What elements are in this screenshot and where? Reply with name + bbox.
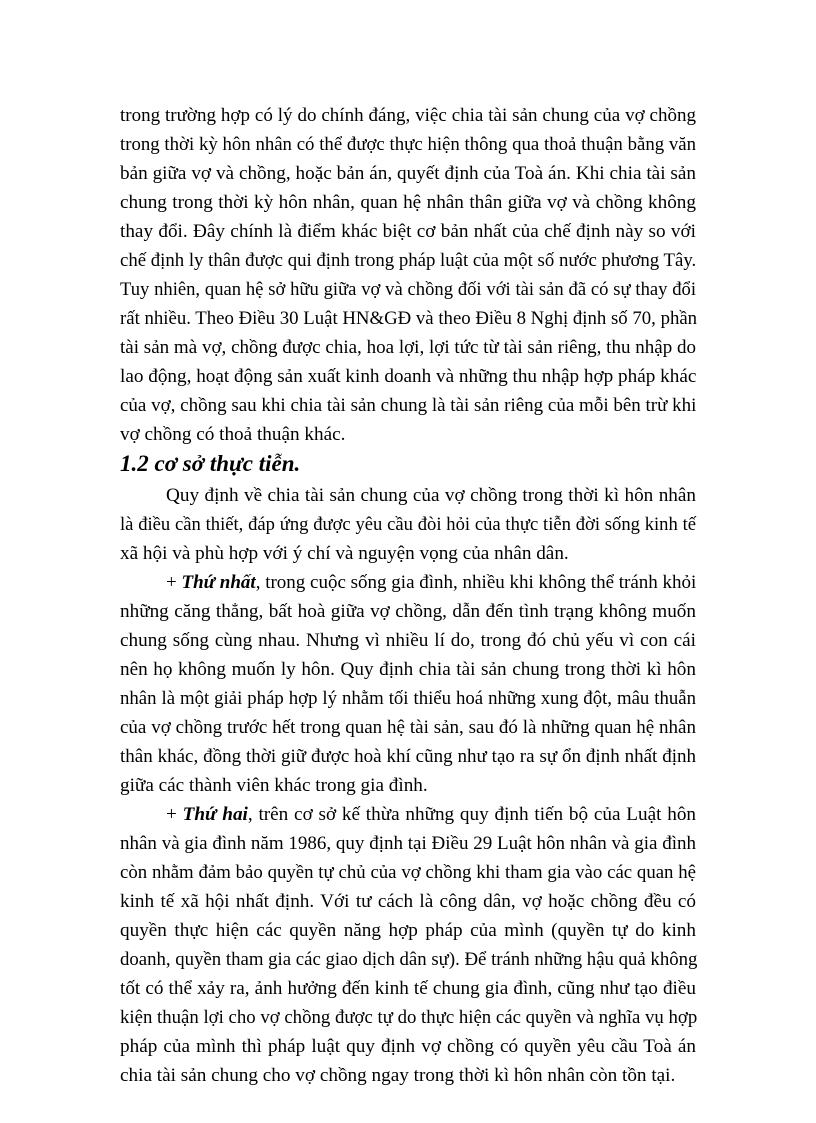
paragraph-first-line: [166, 801, 696, 829]
paragraph-line: thân khác, đồng thời giữ được hoà khí cũng như tạo ra sự ổn định nhất định: [120, 746, 696, 767]
paragraph-line: nhân và gia đình năm 1986, quy định tại Điều 29 Luật hôn nhân và gia đình: [120, 833, 696, 854]
paragraph-line: tài sản mà vợ, chồng được chia, hoa lợi, lợi tức từ tài sản riêng, thu nhập do: [120, 337, 696, 358]
paragraph-line: của vợ, chồng sau khi chia tài sản chung là tài sản riêng của mỗi bên trừ khi: [120, 395, 697, 416]
paragraph-line: chung sống cùng nhau. Nhưng vì nhiều lí do, trong đó chủ yếu vì con cái: [120, 630, 696, 651]
paragraph-line: lao động, hoạt động sản xuất kinh doanh và những thu nhập hợp pháp khác: [120, 366, 697, 387]
paragraph-line: tốt có thể xảy ra, ảnh hưởng đến kinh tế chung gia đình, cũng như tạo điều: [120, 978, 696, 999]
paragraph-line: của vợ chồng trước hết trong quan hệ tài sản, sau đó là những quan hệ nhân: [120, 717, 696, 738]
bullet-prefix: +: [166, 804, 183, 825]
paragraph-line: những căng thẳng, bất hoà giữa vợ chồng, dẫn đến tình trạng không muốn: [120, 601, 696, 622]
paragraph-line: bản giữa vợ và chồng, hoặc bản án, quyết định của Toà án. Khi chia tài sản: [120, 163, 696, 184]
paragraph-line: xã hội và phù hợp với ý chí và nguyện vọng của nhân dân.: [120, 543, 569, 564]
paragraph-first-line: [166, 569, 696, 597]
paragraph-line: còn nhằm đảm bảo quyền tự chủ của vợ chồng khi tham gia vào các quan hệ: [120, 862, 696, 883]
section-heading: 1.2 cơ sở thực tiễn.: [120, 451, 301, 476]
paragraph-line: doanh, quyền tham gia các giao dịch dân sự). Để tránh những hậu quả không: [120, 949, 698, 970]
paragraph-line: nhân là một giải pháp hợp lý nhằm tối thiểu hoá những xung đột, mâu thuẫn: [120, 688, 696, 709]
paragraph-line: chia tài sản chung cho vợ chồng ngay trong thời kì hôn nhân còn tồn tại.: [120, 1065, 676, 1086]
paragraph-line: thay đổi. Đây chính là điểm khác biệt cơ bản nhất của chế định này so với: [120, 221, 696, 242]
paragraph-line: Tuy nhiên, quan hệ sở hữu giữa vợ và chồng đối với tài sản đã có sự thay đổi: [120, 279, 696, 300]
paragraph-line: pháp của mình thì pháp luật quy định vợ chồng có quyền yêu cầu Toà án: [120, 1036, 696, 1057]
bullet-prefix: +: [166, 572, 182, 593]
paragraph-line: chế định ly thân được qui định trong pháp luật của một số nước phương Tây.: [120, 250, 697, 271]
paragraph-line: quyền thực hiện các quyền năng hợp pháp của mình (quyền tự do kinh: [120, 920, 696, 941]
paragraph-text: , trên cơ sở kế thừa những quy định tiến bộ của Luật hôn: [247, 804, 697, 825]
paragraph-line: rất nhiều. Theo Điều 30 Luật HN&GĐ và theo Điều 8 Nghị định số 70, phần: [120, 308, 698, 329]
paragraph-line: nên họ không muốn ly hôn. Quy định chia tài sản chung trong thời kì hôn: [120, 659, 696, 680]
paragraph-line: kiện thuận lợi cho vợ chồng được tự do thực hiện các quyền và nghĩa vụ hợp: [120, 1007, 698, 1028]
paragraph-line: trong trường hợp có lý do chính đáng, việc chia tài sản chung của vợ chồng: [120, 105, 696, 126]
paragraph-line: trong thời kỳ hôn nhân có thể được thực hiện thông qua thoả thuận bằng văn: [120, 134, 696, 155]
paragraph-line: là điều cần thiết, đáp ứng được yêu cầu đòi hỏi của thực tiễn đời sống kinh tế: [120, 514, 696, 535]
paragraph-text: , trong cuộc sống gia đình, nhiều khi không thể tránh khỏi: [255, 572, 697, 593]
paragraph-line: giữa các thành viên khác trong gia đình.: [120, 775, 428, 796]
paragraph-line: vợ chồng có thoả thuận khác.: [120, 424, 346, 445]
point-lead: Thứ hai: [182, 804, 248, 825]
paragraph-line: kinh tế xã hội nhất định. Với tư cách là công dân, vợ hoặc chồng đều có: [120, 891, 696, 912]
paragraph-line: chung trong thời kỳ hôn nhân, quan hệ nhân thân giữa vợ và chồng không: [120, 192, 696, 213]
paragraph-line: Quy định về chia tài sản chung của vợ chồng trong thời kì hôn nhân: [166, 485, 696, 506]
point-lead: Thứ nhất: [181, 572, 256, 593]
